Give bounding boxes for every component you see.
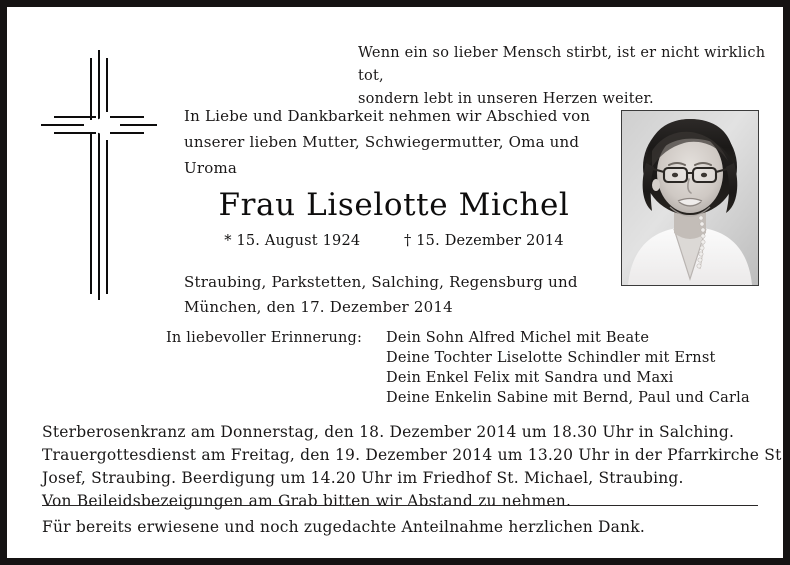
thanks-note: Für bereits erwiesene und noch zugedachte Anteilnahme herzlichen Dank.	[42, 518, 645, 536]
survivor-item: Dein Enkel Felix mit Sandra und Maxi	[386, 370, 674, 386]
motto-verse	[358, 42, 778, 111]
service-line-1: Sterberosenkranz am Donnerstag, den 18. Dezember 2014 um 18.30 Uhr in Salching.	[42, 423, 735, 441]
cross-vertical-right-stroke	[106, 58, 108, 294]
survivor-item: Dein Sohn Alfred Michel mit Beate	[386, 330, 650, 346]
death-date: 15. Dezember 2014	[416, 233, 564, 249]
deceased-name: Frau Liselotte Michel	[218, 187, 570, 223]
service-line-2: Trauergottesdienst am Freitag, den 19. Dezember 2014 um 13.20 Uhr in der Pfarrkirche St.	[42, 446, 787, 464]
life-dates	[184, 230, 604, 252]
survivor-item: Deine Tochter Liselotte Schindler mit Ernst	[386, 350, 716, 366]
dedication-line-1: In Liebe und Dankbarkeit nehmen wir Abschied von	[184, 107, 591, 125]
motto-line-1: Wenn ein so lieber Mensch stirbt, ist er nicht wirklich tot,	[358, 45, 766, 84]
service-line-3: Josef, Straubing. Beerdigung um 14.20 Uhr im Friedhof St. Michael, Straubing.	[42, 469, 684, 487]
birth-date: 15. August 1924	[236, 233, 361, 249]
places-and-date	[184, 270, 604, 320]
survivors-list	[386, 328, 776, 408]
portrait-photo-frame	[615, 104, 765, 292]
christian-cross-icon	[38, 50, 160, 300]
dedication-text	[184, 103, 604, 181]
places-line-2: München, den 17. Dezember 2014	[184, 298, 453, 316]
notice-sheet	[8, 8, 787, 557]
cross-vertical-left-stroke	[90, 58, 92, 294]
service-line-4: Von Beileidsbezeigungen am Grab bitten wir Abstand zu nehmen.	[42, 492, 572, 510]
section-divider	[42, 505, 758, 506]
birth-symbol: *	[224, 233, 232, 249]
cross-center-highlight	[94, 118, 112, 134]
remembrance-label: In liebevoller Erinnerung:	[166, 330, 363, 346]
survivor-item: Deine Enkelin Sabine mit Bernd, Paul und Carla	[386, 390, 750, 406]
places-line-1: Straubing, Parkstetten, Salching, Regensburg und	[184, 273, 578, 291]
cross-vertical-center-stroke	[98, 50, 100, 300]
portrait-photo	[621, 110, 759, 286]
dedication-line-2: unserer lieben Mutter, Schwiegermutter, Oma und	[184, 133, 580, 151]
death-symbol: †	[403, 233, 412, 249]
portrait-photo-image	[622, 111, 758, 285]
service-details	[42, 421, 787, 513]
motto-line-2: sondern lebt in unseren Herzen weiter.	[358, 91, 654, 107]
dedication-line-3: Uroma	[184, 159, 238, 177]
